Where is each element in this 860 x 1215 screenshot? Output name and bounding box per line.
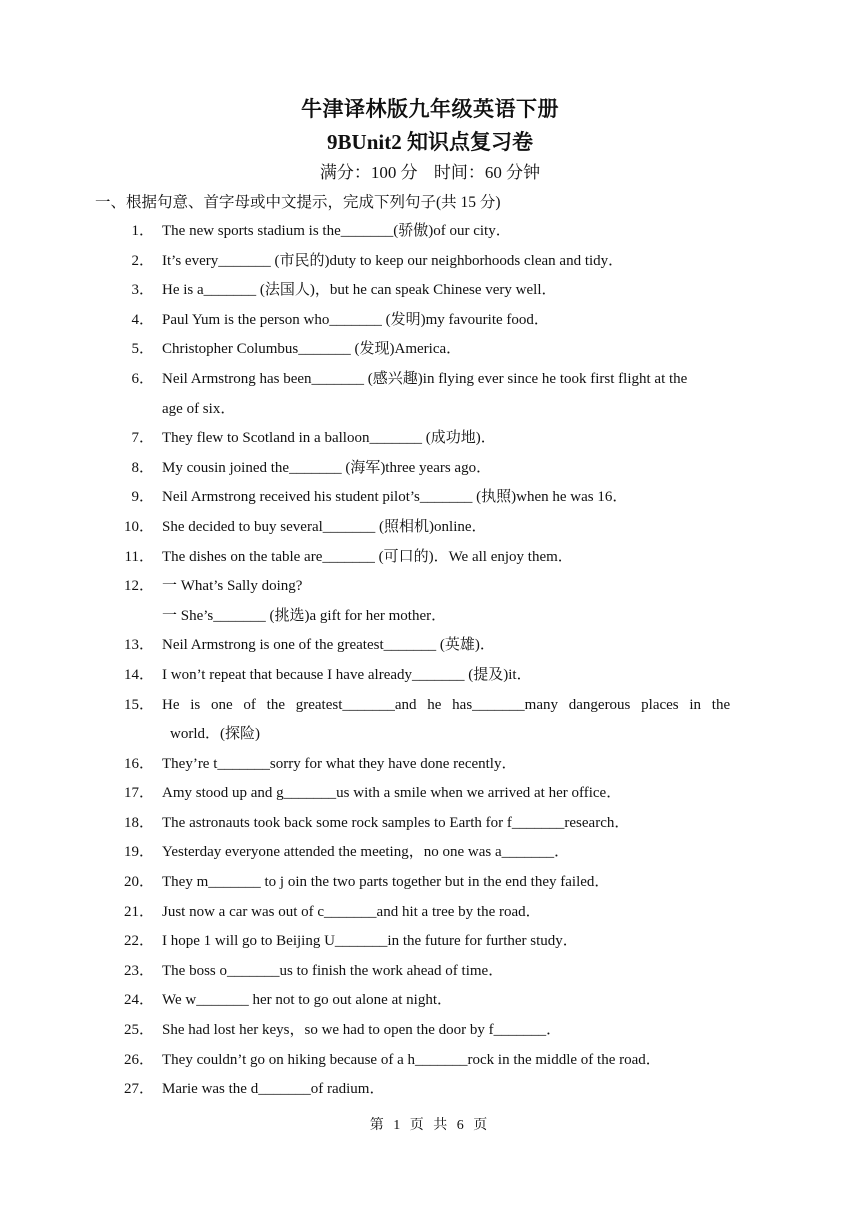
- question-item: [0, 838, 860, 868]
- question-number: 5．: [131, 341, 154, 358]
- question-item: [0, 335, 860, 365]
- question-number: 11．: [124, 548, 154, 565]
- question-number: 10．: [123, 518, 154, 535]
- question-number: 4．: [131, 311, 154, 328]
- question-number: 27．: [123, 1081, 154, 1098]
- section-heading: 一、根据句意、首字母或中文提示，完成下列句子(共 15 分): [95, 194, 501, 211]
- question-text: 一 What’s Sally doing?: [162, 578, 303, 595]
- question-text: I hope 1 will go to Beijing U_______in the future for further study．: [162, 933, 578, 950]
- question-text: The dishes on the table are_______ (可口的)．We all enjoy them．: [162, 548, 573, 565]
- question-item: [0, 306, 860, 336]
- question-text: They couldn’t go on hiking because of a h_______rock in the middle of the road．: [162, 1051, 661, 1068]
- question-item: [0, 809, 860, 839]
- question-item: [0, 1016, 860, 1046]
- question-item: [0, 661, 860, 691]
- question-item: [0, 986, 860, 1016]
- question-number: 22．: [123, 933, 154, 950]
- question-item: [0, 513, 860, 543]
- question-text: Christopher Columbus_______ (发现)America．: [162, 341, 462, 358]
- question-item: [0, 572, 860, 631]
- question-text: He is one of the greatest_______and he has_______many dangerous places in the: [162, 696, 731, 713]
- question-text: I won’t repeat that because I have already_______ (提及)it．: [162, 666, 532, 683]
- score-label: 满分：100 分: [319, 163, 418, 182]
- question-number: 18．: [123, 814, 154, 831]
- question-item: [0, 424, 860, 454]
- document-title: 牛津译林版九年级英语下册: [301, 97, 559, 121]
- question-item: [0, 750, 860, 780]
- question-item: [0, 454, 860, 484]
- question-item: [0, 779, 860, 809]
- question-text: Marie was the d_______of radium．: [162, 1081, 385, 1098]
- question-item: [0, 631, 860, 661]
- question-item: [0, 217, 860, 247]
- question-item: [0, 898, 860, 928]
- question-item: [0, 543, 860, 573]
- question-number: 19．: [123, 844, 154, 861]
- question-text: Neil Armstrong has been_______ (感兴趣)in flying ever since he took first flight at the: [162, 370, 688, 387]
- question-number: 21．: [123, 903, 154, 920]
- question-number: 26．: [123, 1051, 154, 1068]
- question-number: 2．: [131, 252, 154, 269]
- question-list: [0, 217, 860, 1105]
- question-number: 15．: [123, 696, 154, 713]
- question-number: 25．: [123, 1022, 154, 1039]
- question-number: 23．: [123, 962, 154, 979]
- question-number: 14．: [123, 666, 154, 683]
- question-text-continued: age of six．: [162, 400, 236, 417]
- question-number: 8．: [131, 459, 154, 476]
- question-text: The boss o_______us to finish the work ahead of time．: [162, 962, 504, 979]
- question-number: 3．: [131, 282, 154, 299]
- question-item: [0, 957, 860, 987]
- question-item: [0, 247, 860, 277]
- question-text-continued: 一 She’s_______ (挑选)a gift for her mother．: [162, 607, 447, 624]
- question-text: Paul Yum is the person who_______ (发明)my favourite food．: [162, 311, 549, 328]
- question-text: He is a_______ (法国人)，but he can speak Chinese very well．: [162, 282, 557, 299]
- time-label: 时间：60 分钟: [433, 163, 541, 182]
- question-text-continued: world．(探险): [170, 726, 260, 743]
- question-text: Amy stood up and g_______us with a smile when we arrived at her office．: [162, 785, 622, 802]
- question-item: [0, 365, 860, 424]
- question-text: She had lost her keys，so we had to open the door by f_______．: [162, 1022, 562, 1039]
- question-item: [0, 1075, 860, 1105]
- question-number: 20．: [123, 874, 154, 891]
- document-subtitle: 9BUnit2 知识点复习卷: [327, 130, 533, 154]
- question-text: It’s every_______ (市民的)duty to keep our neighborhoods clean and tidy．: [162, 252, 624, 269]
- exam-info: [0, 158, 860, 183]
- question-text: Neil Armstrong is one of the greatest_______ (英雄)．: [162, 637, 495, 654]
- question-item: [0, 691, 860, 750]
- question-text: She decided to buy several_______ (照相机)online．: [162, 518, 487, 535]
- question-text: They flew to Scotland in a balloon_______ (成功地)．: [162, 430, 496, 447]
- question-text: Yesterday everyone attended the meeting，no one was a_______．: [162, 844, 570, 861]
- question-text: They’re t_______sorry for what they have done recently．: [162, 755, 517, 772]
- question-text: Neil Armstrong received his student pilot’s_______ (执照)when he was 16．: [162, 489, 628, 506]
- question-number: 17．: [123, 785, 154, 802]
- question-number: 7．: [131, 430, 154, 447]
- question-number: 9．: [131, 489, 154, 506]
- question-text: The new sports stadium is the_______(骄傲)of our city．: [162, 223, 511, 239]
- question-text: The astronauts took back some rock samples to Earth for f_______research．: [162, 814, 630, 831]
- question-text: They m_______ to j oin the two parts together but in the end they failed．: [162, 874, 610, 891]
- question-number: 13．: [123, 637, 154, 654]
- question-number: 1．: [131, 223, 154, 239]
- question-text: We w_______ her not to go out alone at night．: [162, 992, 452, 1009]
- question-item: [0, 1046, 860, 1076]
- question-item: [0, 483, 860, 513]
- question-number: 12．: [123, 578, 154, 595]
- question-text: Just now a car was out of c_______and hit a tree by the road．: [162, 903, 541, 920]
- question-item: [0, 868, 860, 898]
- question-number: 6．: [131, 370, 154, 387]
- question-item: [0, 927, 860, 957]
- question-item: [0, 276, 860, 306]
- question-number: 24．: [123, 992, 154, 1009]
- question-number: 16．: [123, 755, 154, 772]
- question-text: My cousin joined the_______ (海军)three years ago．: [162, 459, 492, 476]
- page-footer: 第 1 页 共 6 页: [369, 1118, 491, 1133]
